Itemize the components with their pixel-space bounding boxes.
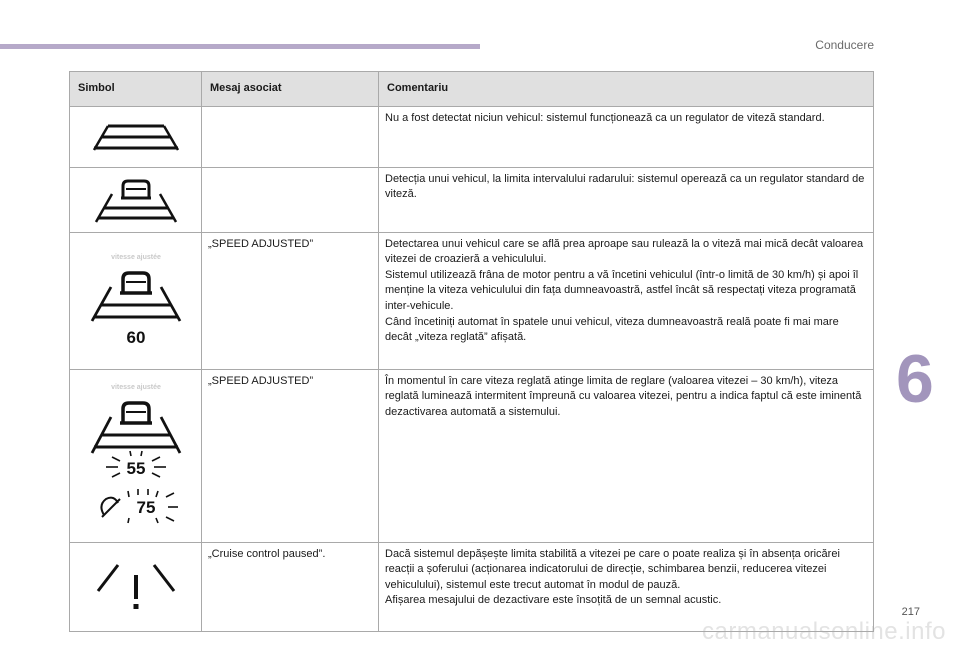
comment-text: Dacă sistemul depășește limita stabilită a vitezei pe care o poate realiza și în absența oricărei reacții a șoferului (acționarea indicatorului de direcție, schimbarea benzii, reducerea vitezei vehiculului), sistemul este trecut automat în modul de pauză. xyxy=(385,547,840,591)
symbol-table xyxy=(69,71,874,632)
header-accent-bar xyxy=(0,44,480,49)
comment-cell xyxy=(379,167,874,232)
speed-value: 55 xyxy=(126,458,145,478)
symbol-label: vitesse ajustée xyxy=(110,383,161,391)
table-row xyxy=(70,167,874,232)
page-number: 217 xyxy=(901,606,920,618)
message-cell: „Cruise control paused”. xyxy=(202,542,379,631)
comment-text: Afișarea mesajului de dezactivare este însoțită de un semnal acustic. xyxy=(385,594,722,607)
column-header-comment: Comentariu xyxy=(379,72,874,107)
speed-limiter-icon xyxy=(101,497,118,514)
symbol-cell xyxy=(70,167,202,232)
comment-cell xyxy=(379,232,874,369)
vehicle-speed-adjusted-icon xyxy=(86,251,186,351)
column-header-symbol: Simbol xyxy=(70,72,202,107)
comment-text: Nu a fost detectat niciun vehicul: sistemul funcționează ca un regulator de viteză standard. xyxy=(385,111,825,124)
message-cell: „SPEED ADJUSTED” xyxy=(202,232,379,369)
vehicle-speed-flashing-icon xyxy=(84,381,188,531)
comment-cell xyxy=(379,369,874,542)
speed-value: 60 xyxy=(126,327,145,347)
symbol-cell xyxy=(70,542,202,631)
table-header-row xyxy=(70,72,874,107)
chapter-number: 6 xyxy=(896,341,934,417)
speed-value-secondary: 75 xyxy=(136,497,155,517)
comment-text: Sistemul utilizează frâna de motor pentru a vă încetini vehiculul (într-o limită de 30 km/h) și apoi îl menține la viteza vehiculului din fața dumneavoastră, astfel încât să respectați viteza programată inter-vehicule. xyxy=(385,268,859,313)
comment-text: Detecția unui vehicul, la limita intervalului radarului: sistemul operează ca un regulator standard de viteză. xyxy=(385,172,865,201)
table-row xyxy=(70,232,874,369)
message-cell xyxy=(202,167,379,232)
vehicle-ahead-icon xyxy=(88,176,184,224)
symbol-cell xyxy=(70,232,202,369)
table-row xyxy=(70,369,874,542)
comment-text: Detectarea unui vehicul care se află prea aproape sau rulează la o viteză mai mică decât valoarea vitezei de croazieră a vehiculului. xyxy=(385,237,864,266)
comment-text: În momentul în care viteza reglată atinge limita de reglare (valoarea vitezei – 30 km/h), viteza reglată luminează intermitent împreună cu valoarea vitezei, pentru a indica faptul că este iminentă dezactivarea automată a sistemului. xyxy=(385,374,862,418)
message-cell xyxy=(202,106,379,167)
message-cell: „SPEED ADJUSTED” xyxy=(202,369,379,542)
comment-text: Când încetiniți automat în spatele unui vehicul, viteza dumneavoastră reală poate fi mai mare decât „viteza reglată” afișată. xyxy=(385,315,839,344)
table-row xyxy=(70,106,874,167)
table-row xyxy=(70,542,874,631)
comment-cell xyxy=(379,106,874,167)
lane-lines-icon xyxy=(88,122,184,152)
column-header-message: Mesaj asociat xyxy=(202,72,379,107)
section-title: Conducere xyxy=(815,38,874,52)
symbol-cell xyxy=(70,369,202,542)
symbol-cell xyxy=(70,106,202,167)
watermark: carmanualsonline.info xyxy=(702,618,946,645)
symbol-label: vitesse ajustée xyxy=(110,253,161,261)
warning-lanes-icon xyxy=(94,561,178,613)
comment-cell xyxy=(379,542,874,631)
